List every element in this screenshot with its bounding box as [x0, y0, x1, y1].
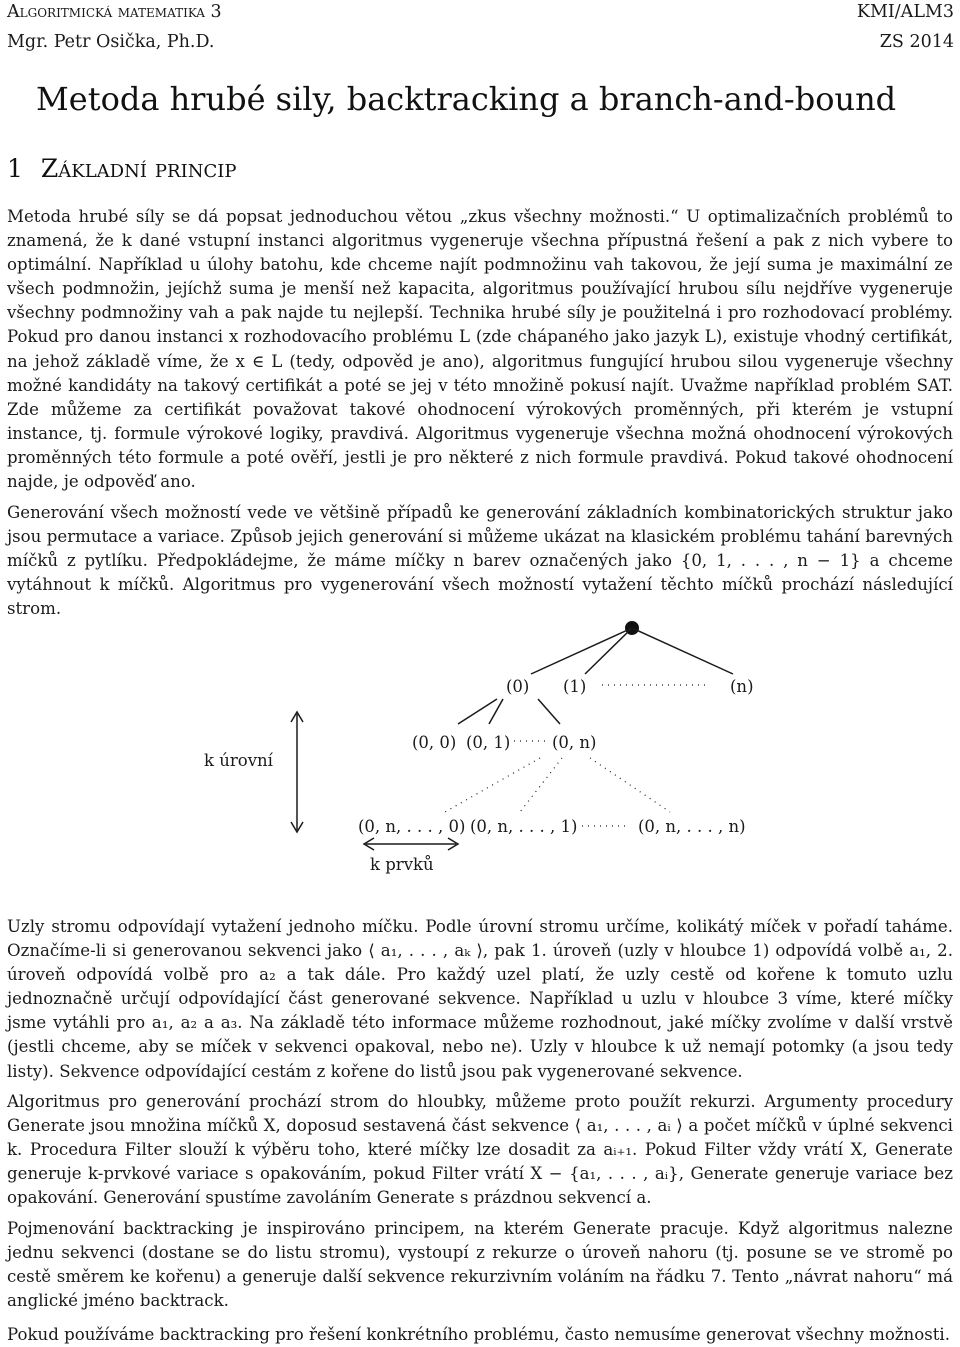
levels-label: k úrovní — [204, 751, 273, 770]
tree-leaf-label: (0, n, . . . , 0) — [358, 817, 466, 836]
section-heading — [7, 154, 236, 183]
generation-tree-diagram — [190, 612, 780, 884]
semester: ZS 2014 — [879, 32, 954, 52]
paragraph-backtracking-name: Pojmenování backtracking je inspirováno principem, na kterém Generate pracuje. Když algoritmus nalezne jednu sekvenci (dostane se do listu stromu), vystoupí z rekurze o úroveň nahoru (tj. posune se ve stromě po cestě směrem ke kořenu) a generuje další sekvence rekurzivním voláním na řádku 7. Tento „návrat nahoru“ má anglické jméno backtrack. — [7, 1219, 953, 1311]
tree-edge — [538, 699, 560, 724]
tree-node-label: (0, 0) — [412, 733, 457, 752]
tree-edge — [585, 628, 632, 674]
section-title: Základní princip — [40, 154, 237, 183]
paragraph-generating-possibilities: Generování všech možností vede ve většině případů ke generování základních kombinatorických struktur jako jsou permutace a variace. Způsob jejich generování si můžeme ukázat na klasickém problému tahání barevných míčků z pytlíku. Předpokládejme, že máme míčky n barev označených jako {0, 1, . . . , n − 1} a chceme vytáhnout k míčků. Algoritmus pro vygenerování všech možností vytažení těchto míčků prochází následující strom. — [7, 503, 953, 619]
tree-edge — [531, 628, 632, 674]
section-number: 1 — [7, 154, 23, 183]
paragraph-tree-explanation: Uzly stromu odpovídají vytažení jednoho míčku. Podle úrovní stromu určíme, kolikátý míček v pořadí taháme. Označíme-li si generovanou sekvenci jako ⟨ a₁, . . . , aₖ ⟩, pak 1. úroveň (uzly v hloubce 1) odpovídá volbě a₁, 2. úroveň odpovídá volbě pro a₂ a tak dále. Pro každý uzel platí, že uzly cestě od kořene k tomuto uzlu jednoznačně určují odpovídající část generované sekvence. Například u uzlu v hloubce 3 víme, které míčky jsme vytáhli pro a₁, a₂ a a₃. Na základě této informace můžeme rozhodnout, jaké míčky zvolíme v další vrstvě (jestli chceme, aby se míček v sekvenci opakoval, nebo ne). Uzly v hloubce k už nemají potomky (a jsou tedy listy). Sekvence odpovídající cestám z kořene do listů jsou pak vygenerované sekvence. — [7, 917, 953, 1081]
document-title: Metoda hrubé sily, backtracking a branch-and-bound — [36, 80, 897, 118]
tree-node-label: (0, 1) — [466, 733, 511, 752]
tree-node-label: (0, n) — [552, 733, 597, 752]
tree-node-label: (n) — [730, 677, 754, 696]
paragraph-brute-force-intro: Metoda hrubé síly se dá popsat jednoduchou větou „zkus všechny možnosti.“ U optimalizačních problémů to znamená, že k dané vstupní instanci algoritmus vygeneruje všechna přípustná řešení a pak z nich vybere to optimální. Například u úlohy batohu, kde chceme najít podmnožinu vah takovou, že její suma je maximální ze všech podmnožin, jejíchž suma je menší než kapacita, algoritmus používající hrubou sílu nejdříve vygeneruje všechny podmnožiny vah a pak najde tu nejlepší. Technika hrubé síly je použitelná i pro rozhodovací problémy. Pokud pro danou instanci x rozhodovacího problému L (zde chápaného jako jazyk L), existuje vhodný certifikát, na jehož základě víme, že x ∈ L (tedy, odpověd je ano), algoritmus fungující hrubou silou vygeneruje všechny možné kandidáty na takový certifikát a poté se jej v této množině pokusí najít. Uvažme například problém SAT. Zde můžeme za certifikát považovat takové ohodnocení výrokových proměnných, při kterém je vstupní instance, tj. formule výrokové logiky, pravdivá. Algoritmus vygeneruje všechna možná ohodnocení výrokových proměnných této formule a poté ověří, jestli je pro některé z nich formule pravdivá. Pokud takové ohodnocení najde, je odpověď ano. — [7, 207, 953, 492]
tree-node-label: (1) — [563, 677, 587, 696]
tree-dotted-descent — [590, 758, 670, 812]
running-header-top — [7, 2, 954, 22]
paragraph-generate-procedure: Algoritmus pro generování prochází strom do hloubky, můžeme proto použít rekurzi. Argumenty procedury Generate jsou množina míčků X, doposud sestavená část sekvence ⟨ a₁, . . . , aᵢ ⟩ a počet míčků v úplné sekvenci k. Procedura Filter slouží k výběru toho, které míčky lze dosadit za aᵢ₊₁. Pokud Filter vždy vrátí X, Generate generuje k-prvkové variace s opakováním, pokud Filter vrátí X − {a₁, . . . , aᵢ}, Generate generuje variace bez opakování. Generování spustíme zavoláním Generate s prázdnou sekvencí a. — [7, 1092, 953, 1208]
course-code: KMI/ALM3 — [856, 2, 954, 22]
tree-leaf-label: (0, n, . . . , 1) — [470, 817, 578, 836]
running-header-bottom — [7, 32, 954, 52]
tree-leaf-label: (0, n, . . . , n) — [638, 817, 746, 836]
tree-edge — [632, 628, 733, 674]
lecturer-name: Mgr. Petr Osička, Ph.D. — [7, 32, 215, 52]
course-name: Algoritmická matematika 3 — [7, 2, 222, 22]
tree-node-label: (0) — [506, 677, 530, 696]
paragraph-backtracking-usage: Pokud používáme backtracking pro řešení konkrétního problému, často nemusíme generovat všechny možnosti. — [7, 1325, 950, 1344]
tree-dotted-descent — [445, 758, 540, 812]
tree-dotted-descent — [520, 758, 562, 812]
width-label: k prvků — [370, 855, 434, 874]
